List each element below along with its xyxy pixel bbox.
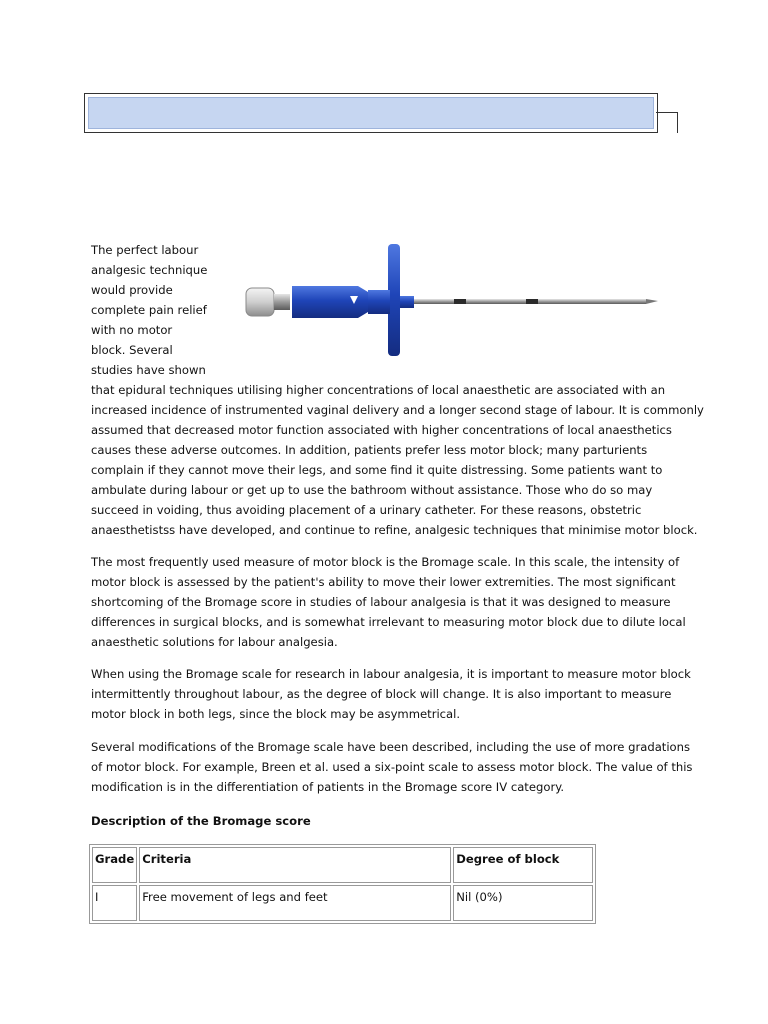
text-line: anaesthetic solutions for labour analgesia. (91, 635, 338, 649)
corner-mark (656, 112, 678, 133)
header-bar-fill (88, 97, 654, 129)
text-line: ambulate during labour or get up to use the bathroom without assistance. Those who do so may (91, 483, 653, 497)
table-row (92, 885, 593, 921)
cell-criteria: Free movement of legs and feet (139, 885, 451, 921)
text-line: complain if they cannot move their legs, and some find it quite distressing. Some patients want to (91, 463, 663, 477)
bromage-score-table (89, 844, 596, 924)
text-line: studies have shown (91, 363, 206, 377)
text-line: complete pain relief (91, 303, 207, 317)
header-grade: Grade (92, 847, 137, 883)
table-caption: Description of the Bromage score (91, 814, 311, 828)
header-bar (84, 93, 658, 133)
cell-grade: I (92, 885, 137, 921)
text-line: anaesthetistss have developed, and continue to refine, analgesic techniques that minimise motor block. (91, 523, 698, 537)
text-line: assumed that decreased motor function associated with higher concentrations of local anaesthetics (91, 423, 672, 437)
text-line: causes these adverse outcomes. In addition, patients prefer less motor block; many parturients (91, 443, 648, 457)
text-line: that epidural techniques utilising higher concentrations of local anaesthetic are associated with an (91, 383, 666, 397)
paragraph-research-use (91, 664, 691, 724)
text-line: motor block is assessed by the patient's ability to move their lower extremities. The most significant (91, 575, 676, 589)
text-line: Several modifications of the Bromage scale have been described, including the use of more gradations (91, 740, 691, 754)
text-line: block. Several (91, 343, 173, 357)
text-line: increased incidence of instrumented vaginal delivery and a longer second stage of labour. It is commonly (91, 403, 704, 417)
text-line: of motor block. For example, Breen et al. used a six-point scale to assess motor block. The value of this (91, 760, 693, 774)
text-line: When using the Bromage scale for research in labour analgesia, it is important to measure motor block (91, 667, 691, 681)
header-degree-of-block: Degree of block (453, 847, 593, 883)
text-line: intermittently throughout labour, as the degree of block will change. It is also important to measure (91, 687, 672, 701)
text-line: differences in surgical blocks, and is somewhat irrelevant to measuring motor block due to dilute local (91, 615, 686, 629)
header-criteria: Criteria (139, 847, 451, 883)
table-header-row (92, 847, 593, 883)
text-line: succeed in voiding, thus avoiding placement of a urinary catheter. For these reasons, obstetric (91, 503, 642, 517)
cell-degree-of-block: Nil (0%) (453, 885, 593, 921)
paragraph-modifications (91, 737, 691, 797)
text-line: analgesic technique (91, 263, 208, 277)
text-line: modification is in the differentiation of patients in the Bromage score IV category. (91, 780, 565, 794)
paragraph-intro (91, 240, 704, 540)
text-line: The perfect labour (91, 243, 199, 257)
paragraph-bromage-scale (91, 552, 691, 652)
text-line: motor block in both legs, since the block may be asymmetrical. (91, 707, 461, 721)
text-line: The most frequently used measure of motor block is the Bromage scale. In this scale, the intensity of (91, 555, 680, 569)
text-line: would provide (91, 283, 173, 297)
text-line: with no motor (91, 323, 173, 337)
text-line: shortcoming of the Bromage score in studies of labour analgesia is that it was designed to measure (91, 595, 671, 609)
